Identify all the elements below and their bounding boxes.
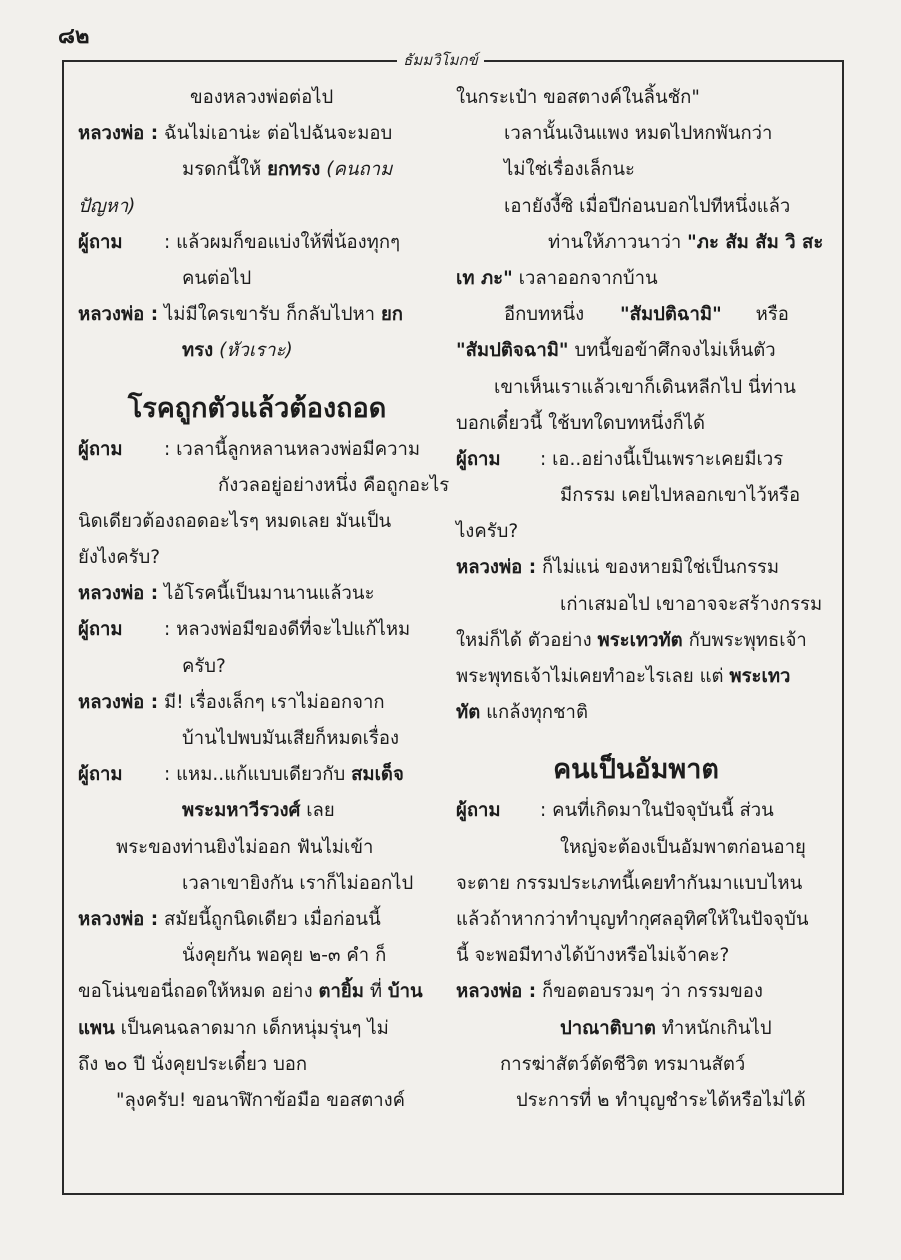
text-line: ปัญหา) <box>78 195 136 217</box>
speaker-label: ผู้ถาม <box>78 619 123 641</box>
text-line: ทัต แกล้งทุกชาติ <box>456 702 588 724</box>
text-line: จะตาย กรรมประเภทนี้เคยทำกันมาแบบไหน <box>456 872 803 894</box>
dialogue-line: หลวงพ่อ : ฉันไม่เอาน่ะ ต่อไปฉันจะมอบ <box>78 116 436 152</box>
text-line: บอกเดี๋ยวนี้ ใช้บทใดบทหนึ่งก็ได้ <box>456 412 706 434</box>
running-header <box>0 48 901 72</box>
text-line: แพน เป็นคนฉลาดมาก เด็กหนุ่มรุ่นๆ ไม่ <box>78 1017 389 1039</box>
text-line: ท่านให้ภาวนาว่า "ภะ สัม สัม วิ สะ <box>548 231 824 253</box>
text-line: "สัมปติจฉามิ" บทนี้ขอข้าศึกจงไม่เห็นตัว <box>456 340 776 362</box>
speaker-label: หลวงพ่อ : <box>456 557 537 579</box>
text-line: บ้านไปพบมันเสียก็หมดเรื่อง <box>182 728 400 749</box>
speaker-label: หลวงพ่อ : <box>78 908 159 930</box>
text-line: เท ภะ" เวลาออกจากบ้าน <box>456 267 658 289</box>
right-column <box>456 80 824 1119</box>
section-title: คนเป็นอัมพาต <box>553 754 719 786</box>
text-line: มรดกนี้ให้ ยกทรง (คนถาม <box>182 159 393 181</box>
text-line: นั่งคุยกัน พอคุย ๒-๓ คำ ก็ <box>182 945 387 967</box>
speaker-label: หลวงพ่อ : <box>456 981 537 1003</box>
text-line: เก่าเสมอไป เขาอาจจะสร้างกรรม <box>560 593 823 615</box>
speaker-label: ผู้ถาม <box>456 800 501 822</box>
text-line: ยังไงครับ? <box>78 547 161 569</box>
text-line: ไงครับ? <box>456 521 519 543</box>
text-line: ไม่ใช่เรื่องเล็กนะ <box>504 159 635 181</box>
speaker-label: หลวงพ่อ : <box>78 123 159 145</box>
dialogue-line: ผู้ถาม : แหม..แก้แบบเดียวกับ สมเด็จ <box>78 757 436 793</box>
text-line: ครับ? <box>182 655 226 677</box>
text-line: เวลาเขายิงกัน เราก็ไม่ออกไป <box>182 872 414 894</box>
text-line: นี้ จะพอมีทางได้บ้างหรือไม่เจ้าคะ? <box>456 945 730 967</box>
text-line: ในกระเป๋า ขอสตางค์ในลิ้นชัก" <box>456 87 700 108</box>
text-line: ถึง ๒๐ ปี นั่งคุยประเดี๋ยว บอก <box>78 1053 308 1075</box>
speaker-label: หลวงพ่อ : <box>78 691 159 713</box>
section-title: โรคถูกตัวแล้วต้องถอด <box>127 392 387 424</box>
text-line: กังวลอยู่อย่างหนึ่ง คือถูกอะไร <box>218 474 450 496</box>
text-line: อีกบทหนึ่ง "สัมปติฉามิ" หรือ <box>504 304 789 326</box>
text-line: พระมหาวีรวงศ์ เลย <box>182 800 335 822</box>
dialogue-line: หลวงพ่อ : สมัยนี้ถูกนิดเดียว เมื่อก่อนนี้ <box>78 902 436 938</box>
text-line: เอายังงี้ซิ เมื่อปีก่อนบอกไปทีหนึ่งแล้ว <box>504 195 791 217</box>
dialogue-line: ผู้ถาม : แล้วผมก็ขอแบ่งให้พี่น้องทุกๆ <box>78 225 436 261</box>
dialogue-line: หลวงพ่อ : ก็ขอตอบรวมๆ ว่า กรรมของ <box>456 974 816 1010</box>
dialogue-line: ผู้ถาม : เอ..อย่างนี้เป็นเพราะเคยมีเวร <box>456 442 816 478</box>
text-line: แล้วถ้าหากว่าทำบุญทำกุศลอุทิศให้ในปัจจุบัน <box>456 908 809 930</box>
text-line: มีกรรม เคยไปหลอกเขาไว้หรือ <box>560 485 801 507</box>
text-line: ทรง (หัวเราะ) <box>182 340 293 362</box>
dialogue-line: หลวงพ่อ : ไม่มีใครเขารับ ก็กลับไปหา ยก <box>78 297 436 333</box>
dialogue-line: ผู้ถาม : หลวงพ่อมีของดีที่จะไปแก้ไหม <box>78 612 436 648</box>
text-line: ใหญ่จะต้องเป็นอัมพาตก่อนอายุ <box>560 836 806 858</box>
text-line: พระพุทธเจ้าไม่เคยทำอะไรเลย แต่ พระเทว <box>456 666 791 687</box>
text-line: นิดเดียวต้องถอดอะไรๆ หมดเลย มันเป็น <box>78 510 392 532</box>
dialogue-line: ผู้ถาม : เวลานี้ลูกหลานหลวงพ่อมีความ <box>78 432 436 468</box>
text-line: เขาเห็นเราแล้วเขาก็เดินหลีกไป นี่ท่าน <box>494 376 796 398</box>
speaker-label: หลวงพ่อ : <box>78 304 159 326</box>
text-line: ประการที่ ๒ ทำบุญชำระได้หรือไม่ได้ <box>516 1089 806 1111</box>
speaker-label: ผู้ถาม <box>78 438 123 460</box>
text-line: "ลุงครับ! ขอนาฬิกาข้อมือ ขอสตางค์ <box>116 1089 406 1111</box>
speaker-label: ผู้ถาม <box>78 231 123 253</box>
text-line: ของหลวงพ่อต่อไป <box>190 87 334 108</box>
left-column <box>78 80 450 1119</box>
speaker-label: ผู้ถาม <box>456 448 501 470</box>
dialogue-line: หลวงพ่อ : ก็ไม่แน่ ของหายมิใช่เป็นกรรม <box>456 550 816 586</box>
page-number: ๘๒ <box>58 24 90 49</box>
text-line: การฆ่าสัตว์ตัดชีวิต ทรมานสัตว์ <box>500 1053 746 1075</box>
text-line: ใหม่ก็ได้ ตัวอย่าง พระเทวทัต กับพระพุทธเจ้า <box>456 629 807 651</box>
text-line: ขอโน่นขอนี่ถอดให้หมด อย่าง ตายิ้ม ที่ บ้าน <box>78 981 423 1003</box>
dialogue-line: ผู้ถาม : คนที่เกิดมาในปัจจุบันนี้ ส่วน <box>456 793 816 829</box>
speaker-label: ผู้ถาม <box>78 764 123 786</box>
speaker-label: หลวงพ่อ : <box>78 583 159 605</box>
dialogue-line: หลวงพ่อ : มี! เรื่องเล็กๆ เราไม่ออกจาก <box>78 685 436 721</box>
text-line: เวลานั้นเงินแพง หมดไปหกพันกว่า <box>504 123 773 145</box>
header-text: ธัมมวิโมกข์ <box>397 51 484 69</box>
dialogue-line: หลวงพ่อ : ไอ้โรคนี้เป็นมานานแล้วนะ <box>78 576 436 612</box>
text-line: ปาณาติบาต ทำหนักเกินไป <box>560 1017 772 1039</box>
text-line: คนต่อไป <box>182 267 252 289</box>
text-line: พระของท่านยิงไม่ออก ฟันไม่เข้า <box>116 836 374 858</box>
